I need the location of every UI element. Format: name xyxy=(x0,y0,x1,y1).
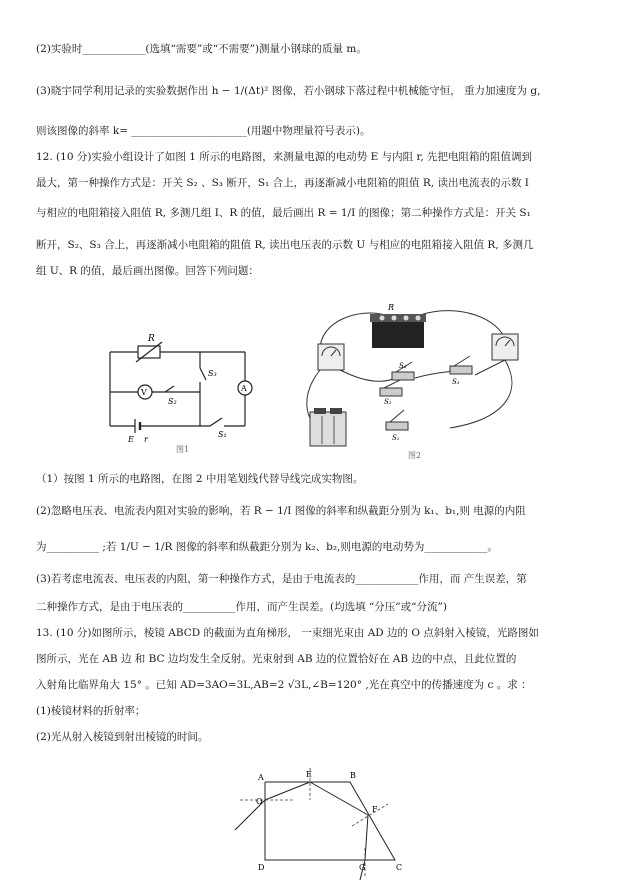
prism-diagram xyxy=(220,760,420,882)
q11-part3-line2: 则该图像的斜率 k= ______________________(用题中物理量符号表示)。 xyxy=(36,125,371,137)
q12-sub3-line2: 二种操作方式，是由于电压表的__________作用，而产生误差。(均选填 “分压”或“分流”) xyxy=(36,601,448,613)
voltmeter xyxy=(318,344,344,370)
q12-line4: 断开，S₂、S₃ 合上，再逐渐减小电阻箱的阻值 R, 读出电压表的示数 U 与相应的电阻箱接入阻值 R, 多测几 xyxy=(36,239,534,251)
q13-line1: 13. (10 分)如图所示，棱镜 ABCD 的截面为直角梯形， 一束细光束由 AD 边的 O 点斜射入棱镜，光路图如 xyxy=(36,627,539,639)
q12-sub3-line1: (3)若考虑电流表、电压表的内阻，第一种操作方式，是由于电流表的____________作用，而 产生误差，第 xyxy=(36,573,527,585)
q12-sub2-line1: (2)忽略电压表、电流表内阻对实验的影响，若 R − 1/I 图像的斜率和纵截距分别为 k₁、b₁,则 电源的内阻 xyxy=(36,505,526,517)
fig1-label-A: A xyxy=(241,384,247,393)
q12-sub2-line2: 为__________ ;若 1/U − 1/R 图像的斜率和纵截距分别为 k₂、b₂,则电源的电动势为____________。 xyxy=(36,541,498,553)
fig1-label-E: E xyxy=(128,435,134,444)
q12-line1: 12. (10 分)实验小组设计了如图 1 所示的电路图，来测量电源的电动势 E 与内阻 r, 先把电阻箱的阻值调到 xyxy=(36,151,533,163)
fig2-label-R: R xyxy=(388,303,395,312)
fig2-label-S3: S₃ xyxy=(399,362,407,370)
prism-label-E: E xyxy=(306,770,312,779)
fig2-label-S3b: S₃ xyxy=(452,378,460,386)
q11-part3-line1: (3)晓宇同学利用记录的实验数据作出 h − 1/(Δt)² 图像，若小钢球下落过程中机械能守恒， 重力加速度为 g, xyxy=(36,85,541,97)
q13-line5: (2)光从射入棱镜到射出棱镜的时间。 xyxy=(36,731,209,743)
q12-line3: 与相应的电阻箱接入阻值 R, 多测几组 I、R 的值，最后画出 R = 1/I 的图像；第二种操作方式是：开关 S₁ xyxy=(36,207,531,219)
circuit-diagram-fig1 xyxy=(100,300,275,460)
q12-line2: 最大，第一种操作方式是：开关 S₂ 、S₃ 断开，S₁ 合上，再逐渐减小电阻箱的阻值 R, 读出电流表的示数 I xyxy=(36,177,529,189)
fig1-label-r: r xyxy=(144,435,148,444)
prism-label-A: A xyxy=(258,773,264,782)
resistance-box xyxy=(370,314,426,348)
q13-line4: (1)棱镜材料的折射率； xyxy=(36,705,146,717)
prism-label-G: G xyxy=(359,863,366,872)
fig1-label-S1: S₁ xyxy=(218,430,227,439)
fig1-label-V: V xyxy=(141,388,147,397)
apparatus-fig2 xyxy=(300,300,530,465)
prism-label-B: B xyxy=(350,771,356,780)
fig1-label-R: R xyxy=(148,334,155,344)
fig1-label-S2: S₂ xyxy=(168,397,177,406)
fig2-label-S2: S₂ xyxy=(384,398,392,406)
prism-label-D: D xyxy=(258,863,265,872)
q13-line2: 图所示，光在 AB 边 和 BC 边均发生全反射。光束射到 AB 边的位置恰好在 AB 边的中点，且此位置的 xyxy=(36,653,517,665)
fig2-caption: 图2 xyxy=(408,451,422,460)
prism-label-C: C xyxy=(396,863,403,872)
q12-line5: 组 U、R 的值，最后画出图像。回答下列问题： xyxy=(36,265,259,277)
fig2-label-S1: S₁ xyxy=(392,434,400,442)
q13-line3: 入射角比临界角大 15° 。已知 AD=3AO=3L,AB=2 √3L,∠B=120° ,光在真空中的传播速度为 c 。求 ： xyxy=(36,679,532,691)
q11-part2: (2)实验时____________(选填“需要”或“不需要”)测量小钢球的质量 m。 xyxy=(36,43,367,55)
prism-label-O: O xyxy=(256,797,263,806)
fig1-label-S3: S₃ xyxy=(208,369,217,378)
fig1-caption: 图1 xyxy=(176,445,190,454)
prism-label-F: F xyxy=(372,805,378,814)
ammeter xyxy=(492,334,518,360)
q12-sub1: （1）按图 1 所示的电路图，在图 2 中用笔划线代替导线完成实物图。 xyxy=(36,473,364,485)
battery xyxy=(310,408,346,446)
